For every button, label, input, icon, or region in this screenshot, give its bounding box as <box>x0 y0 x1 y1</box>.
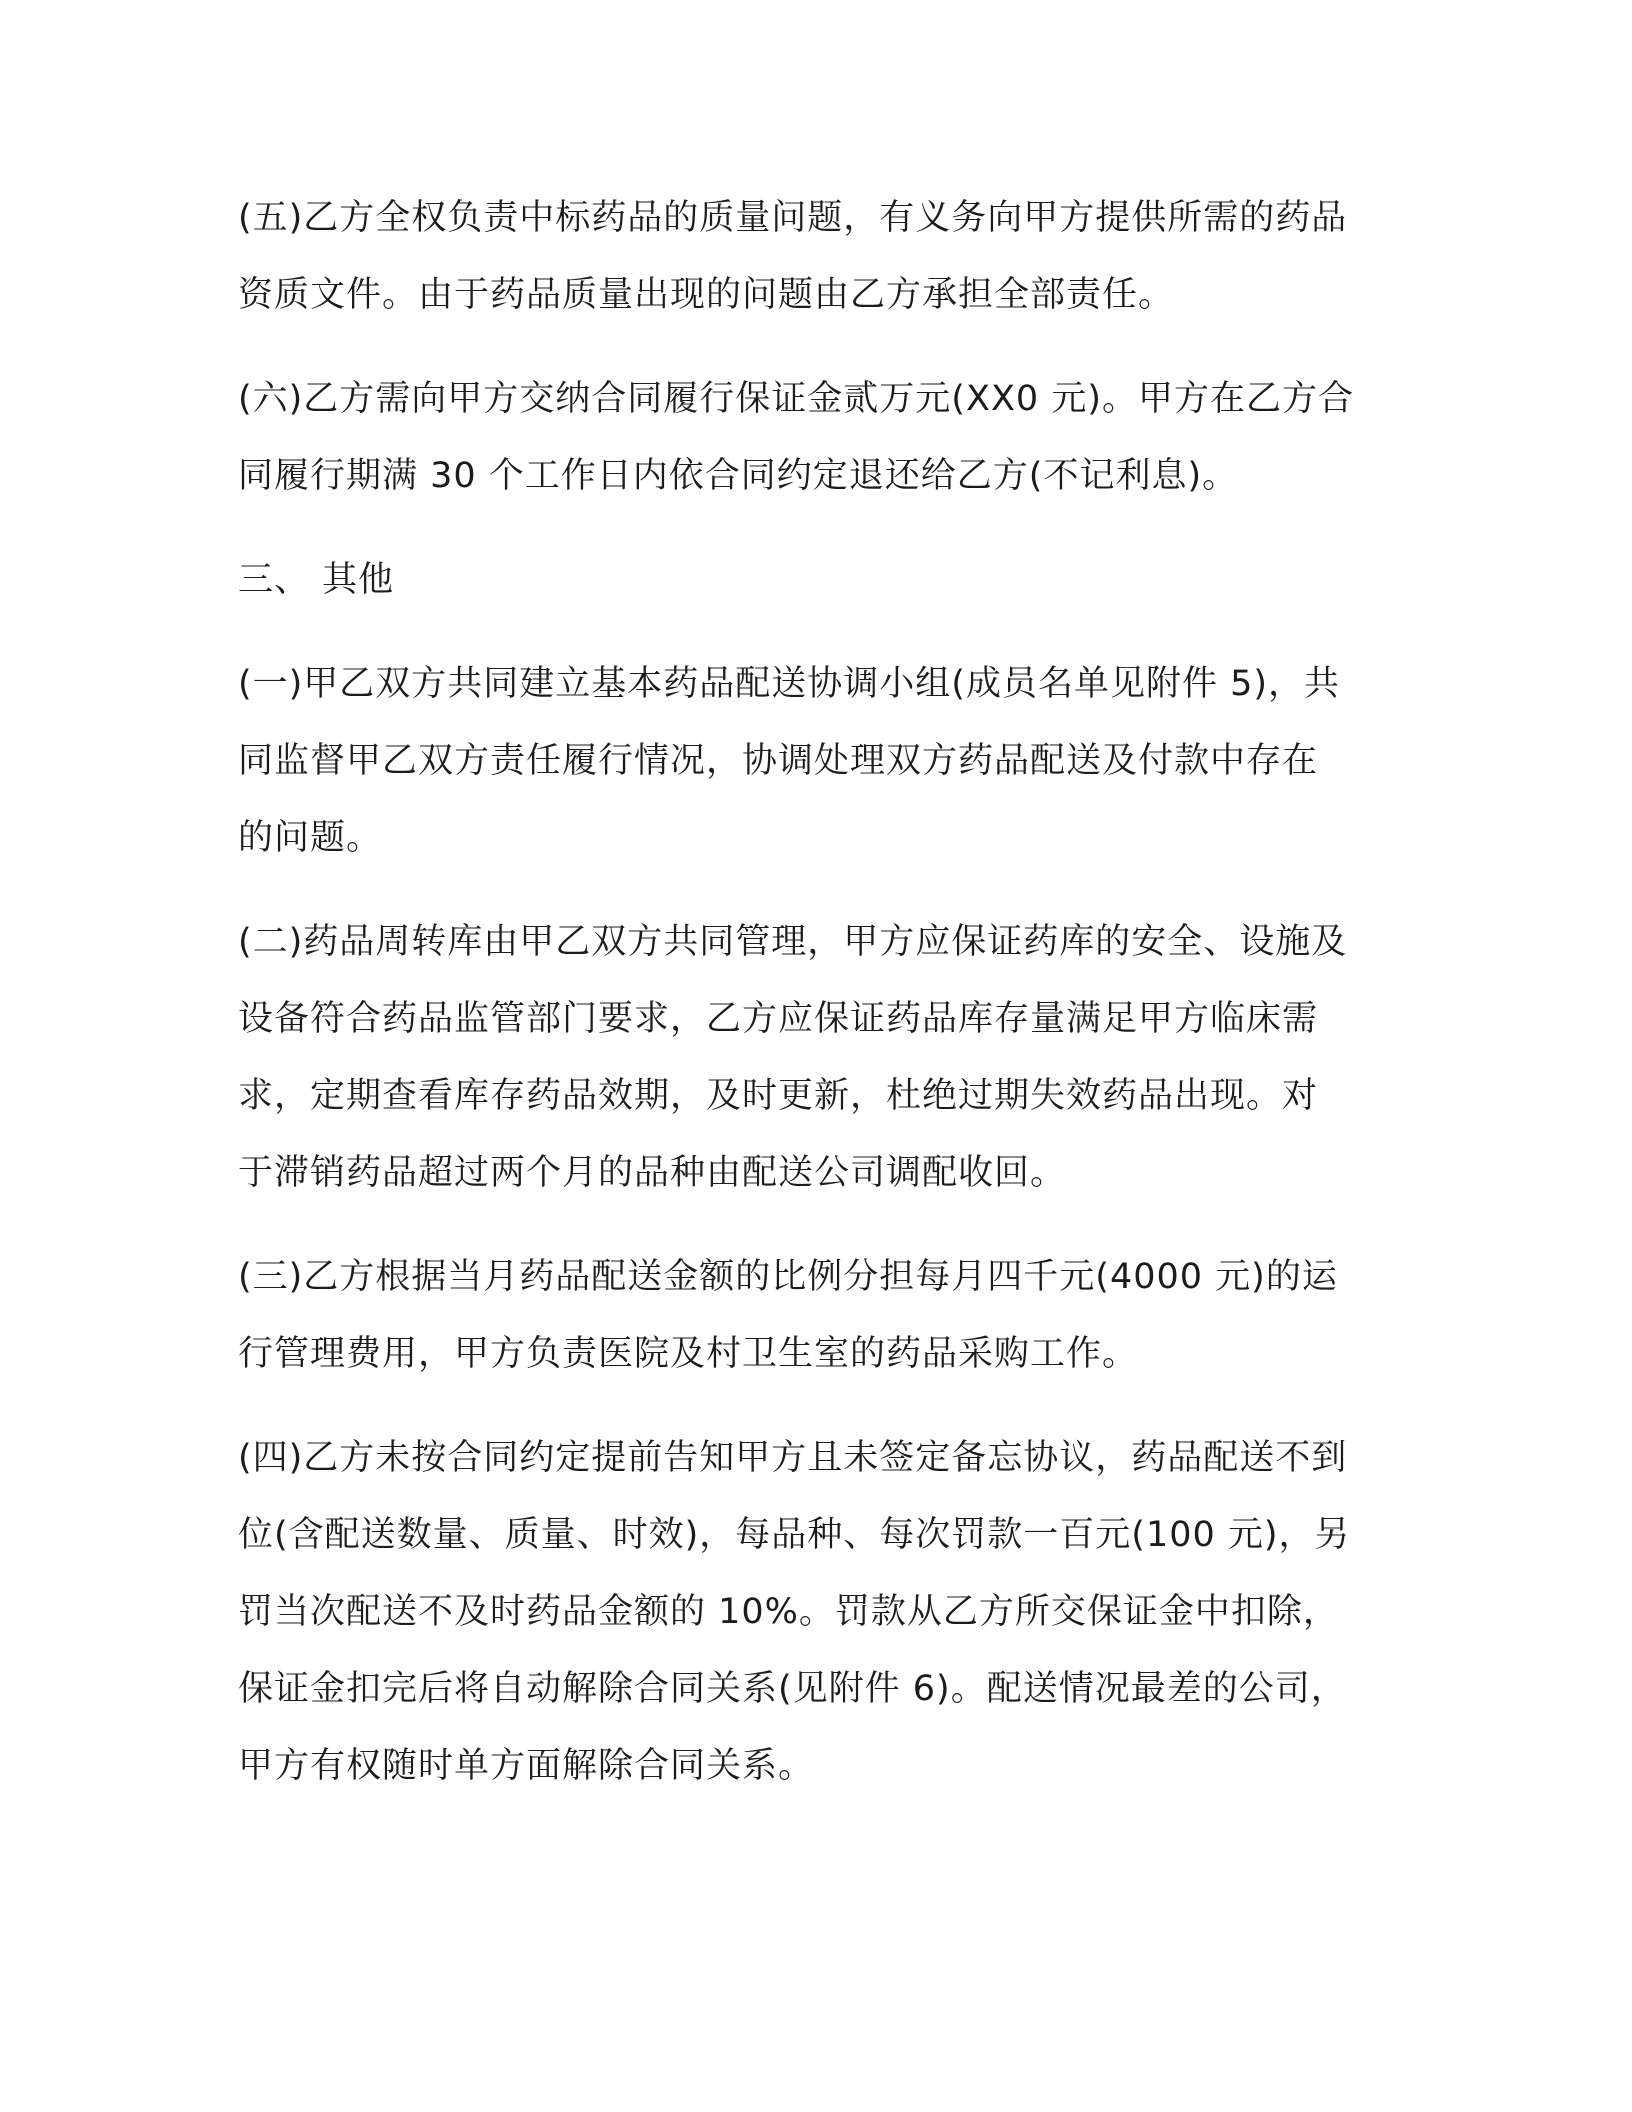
text-line: 资质文件。由于药品质量出现的问题由乙方承担全部责任。 <box>238 275 1175 315</box>
text-line: 于滞销药品超过两个月的品种由配送公司调配收回。 <box>238 1153 1067 1193</box>
text-line: 同履行期满 30 个工作日内依合同约定退还给乙方(不记利息)。 <box>238 456 1239 496</box>
paragraph-clause-6 <box>238 361 1408 515</box>
text-line: (二)药品周转库由甲乙双方共同管理，甲方应保证药库的安全、设施及 <box>238 922 1348 962</box>
text-line: (五)乙方全权负责中标药品的质量问题，有义务向甲方提供所需的药品 <box>238 198 1348 238</box>
text-line: 行管理费用，甲方负责医院及村卫生室的药品采购工作。 <box>238 1334 1139 1374</box>
text-line: 同监督甲乙双方责任履行情况，协调处理双方药品配送及付款中存在 <box>238 741 1319 781</box>
text-line: 保证金扣完后将自动解除合同关系(见附件 6)。配送情况最差的公司， <box>238 1669 1347 1709</box>
text-line: 位(含配送数量、质量、时效)，每品种、每次罚款一百元(100 元)，另 <box>238 1515 1351 1555</box>
text-line: 甲方有权随时单方面解除合同关系。 <box>238 1746 815 1786</box>
text-line: 的问题。 <box>238 818 383 858</box>
document-page <box>238 180 1408 1805</box>
paragraph-other-2 <box>238 904 1408 1212</box>
paragraph-clause-5 <box>238 180 1408 334</box>
text-line: 求，定期查看库存药品效期，及时更新，杜绝过期失效药品出现。对 <box>238 1076 1319 1116</box>
paragraph-other-1 <box>238 646 1408 877</box>
text-line: (四)乙方未按合同约定提前告知甲方且未签定备忘协议，药品配送不到 <box>238 1438 1348 1478</box>
paragraph-other-3 <box>238 1239 1408 1393</box>
text-line: (六)乙方需向甲方交纳合同履行保证金贰万元(XX0 元)。甲方在乙方合 <box>238 379 1354 419</box>
paragraph-other-4 <box>238 1420 1408 1805</box>
text-line: 设备符合药品监管部门要求，乙方应保证药品库存量满足甲方临床需 <box>238 999 1319 1039</box>
text-line: 罚当次配送不及时药品金额的 10%。罚款从乙方所交保证金中扣除， <box>238 1592 1339 1632</box>
section-heading-other <box>238 542 1408 619</box>
text-line: (一)甲乙双方共同建立基本药品配送协调小组(成员名单见附件 5)，共 <box>238 664 1341 704</box>
text-line: (三)乙方根据当月药品配送金额的比例分担每月四千元(4000 元)的运 <box>238 1257 1338 1297</box>
section-heading-text: 三、 其他 <box>238 560 395 600</box>
